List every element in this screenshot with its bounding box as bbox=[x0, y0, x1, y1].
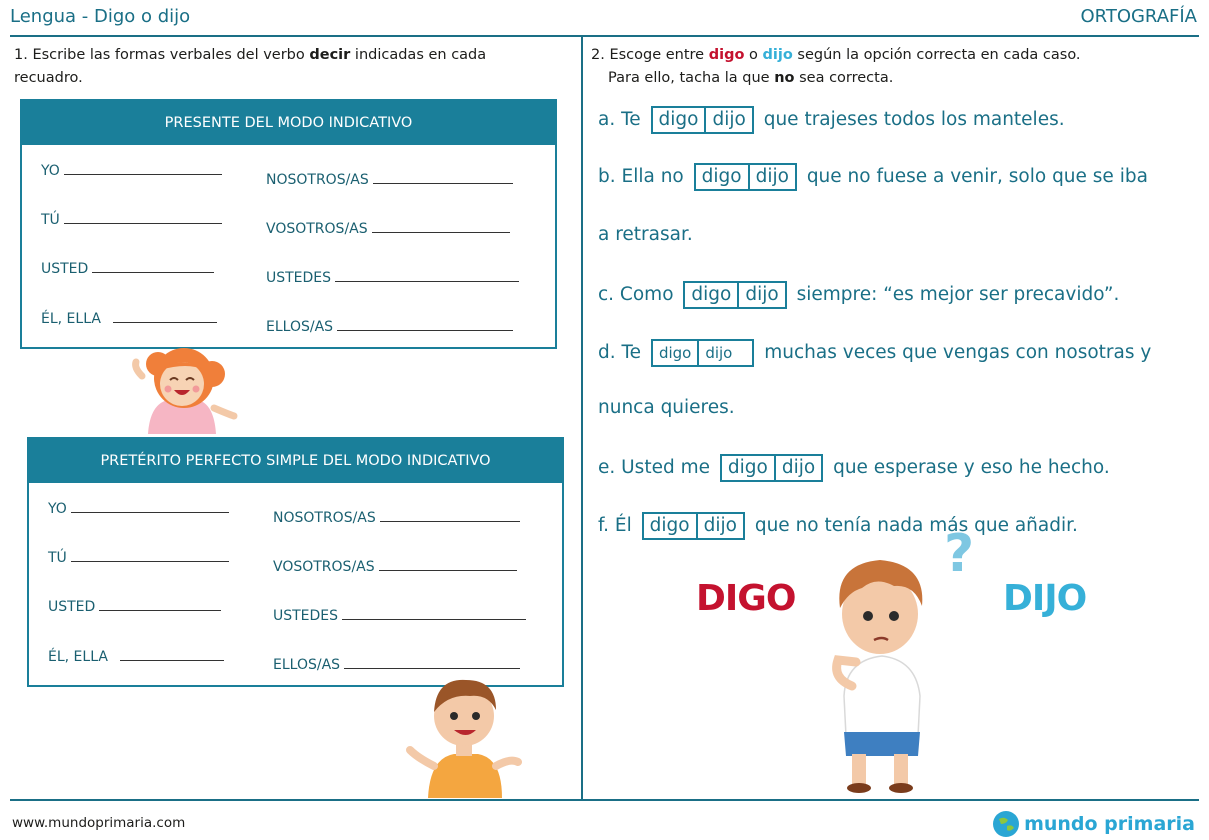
pronoun-el-ella: ÉL, ELLA bbox=[48, 649, 224, 665]
answer-line[interactable] bbox=[372, 231, 510, 233]
answer-line[interactable] bbox=[92, 271, 214, 273]
girl-illustration bbox=[128, 334, 243, 438]
option-digo[interactable]: digo bbox=[658, 109, 699, 130]
header-divider bbox=[10, 35, 1199, 37]
sentence-c: c. Como digo dijo siempre: “es mejor ser precavido”. bbox=[598, 281, 1119, 309]
option-digo[interactable]: digo bbox=[691, 284, 732, 305]
answer-line[interactable] bbox=[344, 667, 520, 669]
pronoun-tu: TÚ bbox=[48, 550, 229, 566]
pronoun-ustedes: USTEDES bbox=[266, 270, 519, 286]
option-digo[interactable]: digo bbox=[658, 344, 692, 362]
option-pair bbox=[720, 454, 823, 482]
sentence-b: b. Ella no digo dijo que no fuese a venir, solo que se iba bbox=[598, 163, 1148, 191]
pronoun-ustedes: USTEDES bbox=[273, 608, 526, 624]
option-dijo[interactable]: dijo bbox=[774, 456, 821, 480]
sentence-d-continued: nunca quieres. bbox=[598, 397, 735, 418]
option-dijo[interactable]: dijo bbox=[737, 283, 784, 307]
answer-line[interactable] bbox=[71, 511, 229, 513]
boy-thinking-illustration bbox=[822, 556, 942, 796]
pronoun-usted: USTED bbox=[41, 261, 214, 277]
answer-line[interactable] bbox=[335, 280, 519, 282]
answer-line[interactable] bbox=[113, 321, 217, 323]
sentence-e: e. Usted me digo dijo que esperase y eso he hecho. bbox=[598, 454, 1110, 482]
option-pair bbox=[651, 339, 754, 367]
option-digo[interactable]: digo bbox=[727, 457, 768, 478]
sentence-a: a. Te digo dijo que trajeses todos los manteles. bbox=[598, 106, 1065, 134]
option-pair bbox=[694, 163, 797, 191]
answer-line[interactable] bbox=[373, 182, 513, 184]
sentence-b-continued: a retrasar. bbox=[598, 224, 693, 245]
globe-logo-icon bbox=[992, 810, 1020, 838]
footer-logo[interactable] bbox=[992, 810, 1195, 838]
option-dijo[interactable]: dijo bbox=[697, 341, 752, 365]
column-divider bbox=[581, 37, 583, 800]
box-title: PRETÉRITO PERFECTO SIMPLE DEL MODO INDICATIVO bbox=[29, 439, 562, 483]
preterite-indicative-box bbox=[27, 437, 564, 687]
sentence-d: d. Te digo dijo muchas veces que vengas con nosotras y bbox=[598, 339, 1151, 367]
subject-tag: ORTOGRAFÍA bbox=[1080, 6, 1197, 27]
pronoun-ellos: ELLOS/AS bbox=[266, 319, 513, 335]
answer-line[interactable] bbox=[379, 569, 517, 571]
page-title: Lengua - Digo o dijo bbox=[10, 6, 191, 27]
answer-line[interactable] bbox=[337, 329, 513, 331]
option-digo[interactable]: digo bbox=[701, 166, 742, 187]
answer-line[interactable] bbox=[71, 560, 229, 562]
box-title: PRESENTE DEL MODO INDICATIVO bbox=[22, 101, 555, 145]
verb-decir: decir bbox=[309, 47, 351, 63]
option-dijo[interactable]: dijo bbox=[704, 108, 751, 132]
boy-shrug-illustration bbox=[404, 674, 524, 798]
pronoun-nosotros: NOSOTROS/AS bbox=[266, 172, 513, 188]
pronoun-el-ella: ÉL, ELLA bbox=[41, 311, 217, 327]
answer-line[interactable] bbox=[99, 609, 221, 611]
big-word-dijo: DIJO bbox=[1003, 578, 1087, 619]
pronoun-yo: YO bbox=[48, 501, 229, 517]
option-digo[interactable]: digo bbox=[649, 515, 690, 536]
option-pair bbox=[683, 281, 786, 309]
pronoun-usted: USTED bbox=[48, 599, 221, 615]
pronoun-ellos: ELLOS/AS bbox=[273, 657, 520, 673]
option-pair bbox=[651, 106, 754, 134]
option-dijo[interactable]: dijo bbox=[748, 165, 795, 189]
answer-line[interactable] bbox=[64, 222, 222, 224]
pronoun-tu: TÚ bbox=[41, 212, 222, 228]
footer-logo-text: mundo primaria bbox=[1024, 813, 1195, 835]
answer-line[interactable] bbox=[380, 520, 520, 522]
pronoun-yo: YO bbox=[41, 163, 222, 179]
big-word-digo: DIGO bbox=[696, 578, 796, 619]
exercise-1-instructions: 1. Escribe las formas verbales del verbo decir indicadas en cada recuadro. bbox=[14, 47, 487, 86]
footer-url[interactable]: www.mundoprimaria.com bbox=[12, 815, 186, 831]
option-pair bbox=[642, 512, 745, 540]
option-dijo[interactable]: dijo bbox=[696, 514, 743, 538]
pronoun-vosotros: VOSOTROS/AS bbox=[266, 221, 510, 237]
answer-line[interactable] bbox=[342, 618, 526, 620]
footer-divider bbox=[10, 799, 1199, 801]
pronoun-nosotros: NOSOTROS/AS bbox=[273, 510, 520, 526]
answer-line[interactable] bbox=[64, 173, 222, 175]
question-mark-icon: ? bbox=[944, 524, 975, 584]
sentence-f: f. Él digo dijo que no tenía nada más que añadir. bbox=[598, 512, 1078, 540]
present-indicative-box bbox=[20, 99, 557, 349]
pronoun-vosotros: VOSOTROS/AS bbox=[273, 559, 517, 575]
answer-line[interactable] bbox=[120, 659, 224, 661]
exercise-2-instructions: 2. Escoge entre digo o dijo según la opción correcta en cada caso. Para ello, tacha la que no sea correcta. bbox=[591, 47, 1081, 86]
